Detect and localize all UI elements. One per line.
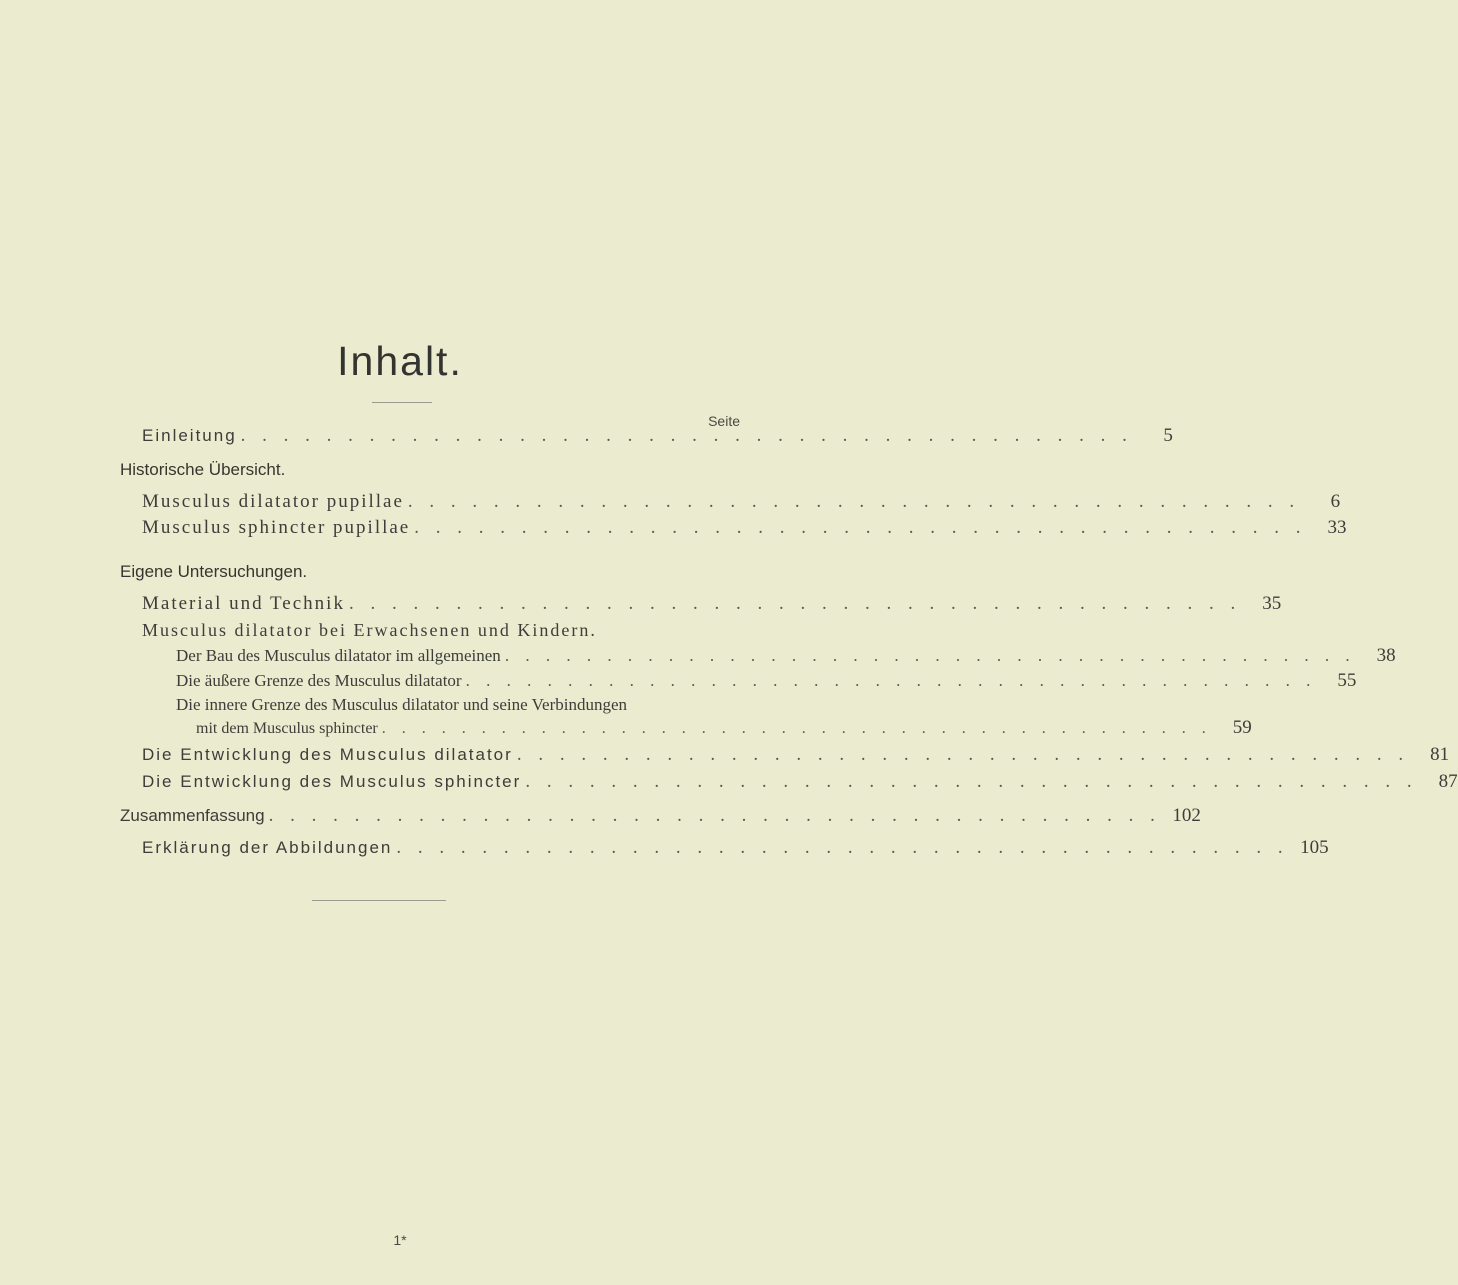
toc-entry-einleitung[interactable] [142, 424, 1173, 448]
page-column-label: Seite [708, 413, 740, 429]
toc-leader: . . . . . . . . . . . . . . . . . . . . . . . . . . . . . . . . . . . . . . . . . . [504, 646, 1356, 665]
toc-label: Die Entwicklung des Musculus sphincter [142, 772, 522, 791]
toc-label: Erklärung der Abbildungen [142, 838, 393, 857]
toc-leader: . . . . . . . . . . . . . . . . . . . . . . . . . . . . . . . . . . . . . . . . . . [240, 425, 1133, 446]
page-title: Inhalt. [337, 338, 463, 384]
toc-entry-zusammenfassung[interactable] [120, 804, 1201, 828]
toc-page-number: 33 [1327, 517, 1347, 538]
toc-leader: . . . . . . . . . . . . . . . . . . . . . . . . . . . . . . . . . . . . . . . . . . [407, 491, 1301, 512]
toc-entry-material[interactable] [142, 592, 1282, 616]
toc-label: Zusammenfassung [120, 806, 265, 825]
toc-label: Musculus dilatator pupillae [142, 491, 404, 512]
toc-leader: . . . . . . . . . . . . . . . . . . . . . . . . . . . . . . . . . . . . . . . . . . [381, 720, 1212, 737]
section-heading-eigene: Eigene Untersuchungen. [120, 562, 308, 581]
toc-entry-entw-dilatator[interactable] [142, 743, 1450, 767]
toc-leader: . . . . . . . . . . . . . . . . . . . . . . . . . . . . . . . . . . . . . . . . . . [396, 837, 1289, 858]
toc-leader: . . . . . . . . . . . . . . . . . . . . . . . . . . . . . . . . . . . . . . . . . . [268, 805, 1161, 826]
closing-divider [312, 900, 446, 901]
signature-mark: 1* [393, 1232, 407, 1248]
toc-leader: . . . . . . . . . . . . . . . . . . . . . . . . . . . . . . . . . . . . . . . . . . [414, 517, 1307, 538]
toc-label: Material und Technik [142, 593, 345, 614]
toc-entry-innere[interactable] [196, 716, 1252, 741]
subsection-heading-dilatator: Musculus dilatator bei Erwachsenen und Kindern. [142, 620, 597, 640]
toc-entry-entw-sphincter[interactable] [142, 770, 1458, 794]
toc-leader: . . . . . . . . . . . . . . . . . . . . . . . . . . . . . . . . . . . . . . . . . . [516, 744, 1410, 765]
toc-page-number: 81 [1430, 744, 1450, 765]
toc-page-number: 55 [1337, 670, 1357, 691]
toc-label: Der Bau des Musculus dilatator im allgemeinen [176, 646, 501, 665]
toc-page-number: 38 [1376, 645, 1396, 666]
toc-page-number: 59 [1232, 717, 1252, 738]
toc-leader: . . . . . . . . . . . . . . . . . . . . . . . . . . . . . . . . . . . . . . . . . . [465, 671, 1317, 690]
toc-page-number: 102 [1172, 805, 1201, 826]
toc-leader: . . . . . . . . . . . . . . . . . . . . . . . . . . . . . . . . . . . . . . . . . . [525, 771, 1418, 792]
toc-label: mit dem Musculus sphincter [196, 720, 378, 737]
toc-page-number: 87 [1438, 771, 1458, 792]
toc-label: Musculus sphincter pupillae [142, 517, 411, 538]
toc-label: Die Entwicklung des Musculus dilatator [142, 745, 513, 764]
toc-leader: . . . . . . . . . . . . . . . . . . . . . . . . . . . . . . . . . . . . . . . . . . [348, 593, 1242, 614]
toc-entry-innere-line1: Die innere Grenze des Musculus dilatator und seine Verbindungen [176, 695, 628, 714]
toc-page-number: 35 [1262, 593, 1282, 614]
toc-entry-hist-dilatator[interactable] [142, 490, 1341, 514]
toc-entry-hist-sphincter[interactable] [142, 516, 1347, 540]
toc-page-number: 105 [1300, 837, 1329, 858]
toc-label: Einleitung [142, 426, 237, 445]
toc-label: Die äußere Grenze des Musculus dilatator [176, 671, 462, 690]
toc-page-number: 5 [1163, 425, 1173, 446]
toc-entry-erklaerung[interactable] [142, 836, 1329, 860]
toc-entry-aeussere[interactable] [176, 669, 1357, 693]
section-heading-historische: Historische Übersicht. [120, 460, 286, 479]
title-divider [372, 402, 432, 403]
toc-page-number: 6 [1330, 491, 1341, 512]
toc-entry-bau[interactable] [176, 644, 1396, 668]
